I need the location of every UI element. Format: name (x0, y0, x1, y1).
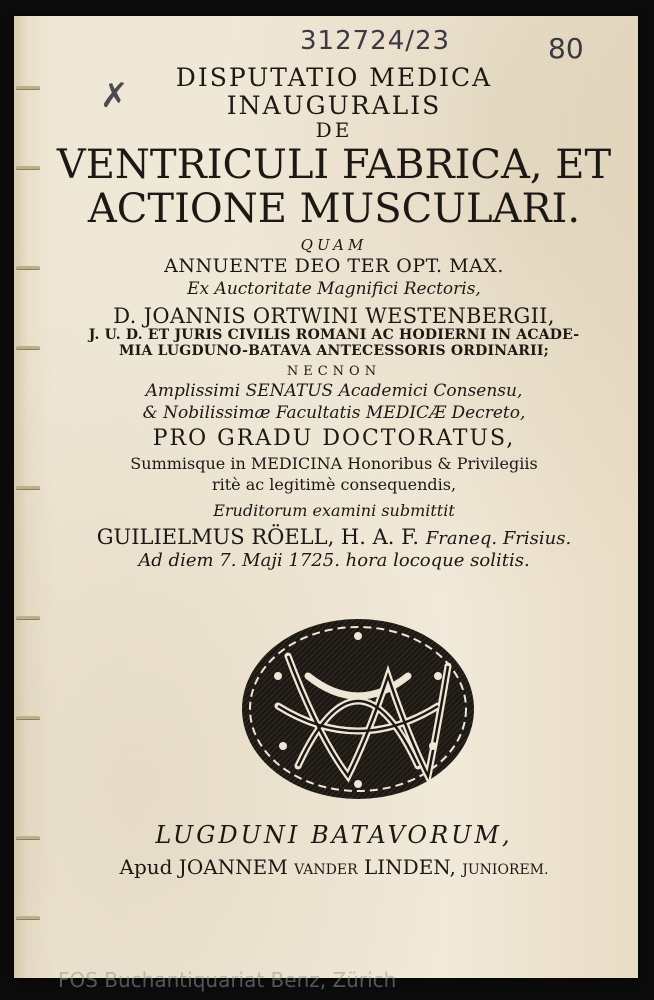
handwritten-page-number: 80 (548, 32, 584, 65)
senatus-line: Amplissimi SENATUS Academici Consensu, (145, 381, 523, 402)
summisque-line-2: ritè ac legitimè consequendis, (211, 475, 457, 495)
facultas-line: & Nobilissimæ Facultatis MEDICÆ Decreto, (142, 402, 526, 423)
title-page (14, 16, 638, 992)
title-line-3: DE (315, 118, 353, 142)
handwritten-catalog-number: 312724/23 (300, 26, 451, 56)
eruditorum-line: Eruditorum examini submittit (213, 501, 455, 520)
ex-auctoritate-line: Ex Auctoritate Magnifici Rectoris, (187, 279, 481, 300)
necnon-line: NECNON (286, 363, 382, 379)
imprint-linden: LINDEN, (363, 855, 456, 880)
author-line (54, 526, 614, 549)
annuente-line: ANNUENTE DEO TER OPT. MAX. (164, 254, 504, 277)
pro-gradu-line: PRO GRADU DOCTORATUS, (152, 425, 516, 451)
imprint-juniorem: JUNIOREM. (462, 862, 549, 879)
title-line-1: DISPUTATIO MEDICA (175, 63, 493, 92)
title-line-2: INAUGURALIS (226, 90, 442, 120)
rector-title-line-1: J. U. D. ET JURIS CIVILIS ROMANI AC HODIERNI IN ACADE- (88, 327, 580, 344)
title-line-5: ACTIONE MUSCULARI. (87, 186, 581, 232)
imprint-vander: VANDER (294, 862, 358, 879)
watermark: FOS Buchantiquariat Benz, Zürich (58, 968, 397, 992)
imprint-city: LUGDUNI BATAVORUM, (155, 821, 513, 849)
qvam-line: QUAM (300, 236, 368, 254)
rector-name: D. JOANNIS ORTWINI WESTENBERGII, (113, 304, 555, 329)
title-text-block (54, 64, 614, 570)
author-origin: Franeq. Frisius. (425, 527, 572, 549)
rector-title-line-2: MIA LUGDUNO-BATAVA ANTECESSORIS ORDINARII; (119, 342, 549, 359)
imprint-publisher-line (54, 856, 614, 878)
printer-monogram-icon (238, 616, 478, 802)
title-line-4: VENTRICULI FABRICA, ET (56, 142, 612, 188)
author-name: GUILIELMUS RÖELL, H. A. F. (96, 524, 420, 549)
summisque-line-1: Summisque in MEDICINA Honoribus & Privilegiis (130, 453, 538, 473)
handwritten-cross-mark: ✗ (100, 76, 129, 116)
imprint-apud: Apud JOANNEM (119, 855, 288, 880)
imprint-block (54, 822, 614, 879)
date-line: Ad diem 7. Maji 1725. hora locoque solitis. (138, 549, 530, 571)
binding-stitches (14, 16, 42, 978)
